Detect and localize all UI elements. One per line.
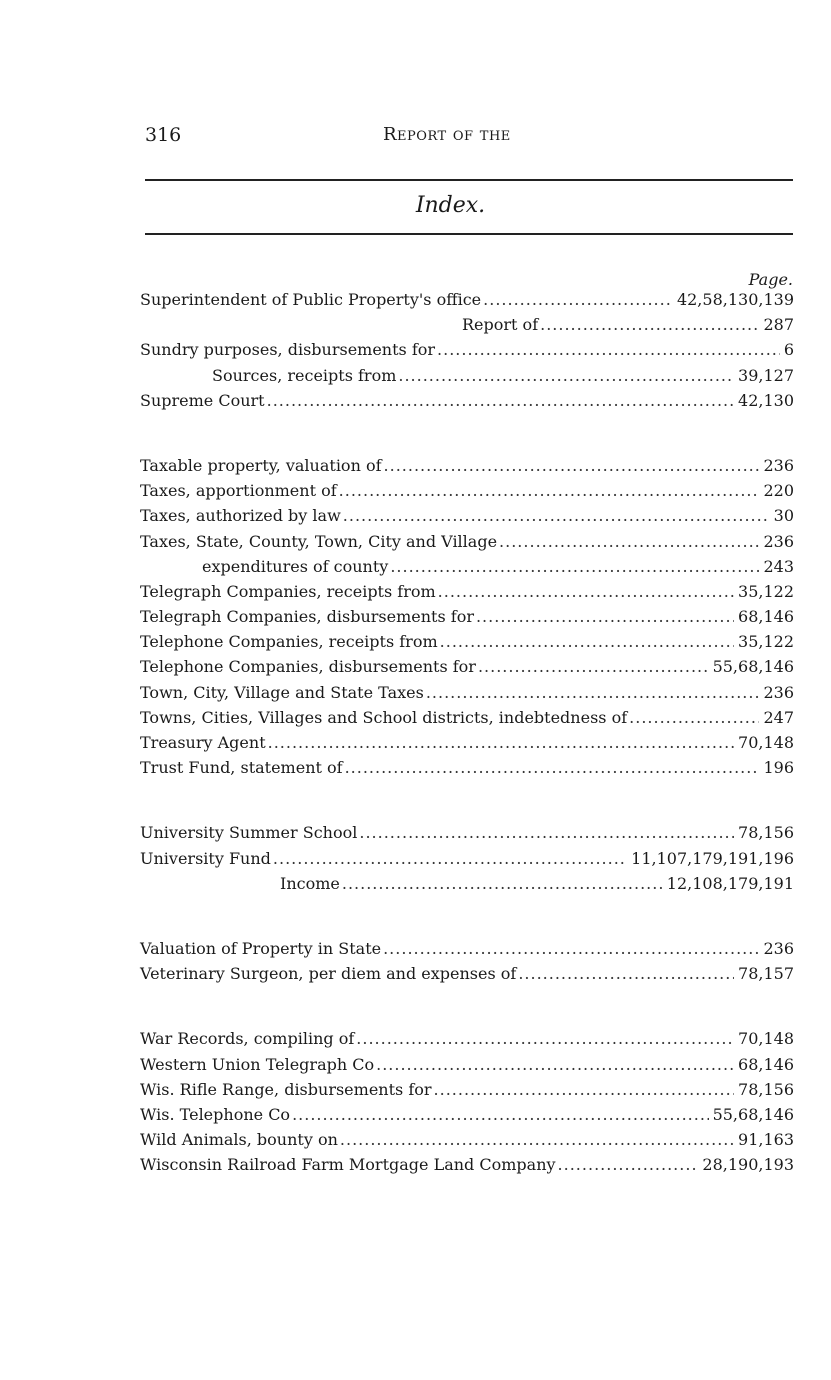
entry-pages: 11,107,179,191,196 [631,848,794,868]
dot-leader [434,1080,735,1099]
entry-pages: 196 [763,758,794,778]
dot-leader [345,758,760,777]
entry-pages: 42,130 [738,390,794,410]
entry-pages: 78,156 [738,823,794,843]
entry-label: Taxes, State, County, Town, City and Village [140,531,498,551]
dot-leader [438,582,734,601]
bottom-rule [145,233,793,235]
index-entries [140,290,794,1220]
entry-pages: 91,163 [738,1130,794,1150]
entry-label: Veterinary Surgeon, per diem and expenses of [140,964,517,984]
dot-leader [426,683,760,702]
index-entry [140,708,794,733]
entry-label: Taxable property, valuation of [140,455,382,475]
index-group-t [140,456,794,783]
entry-pages: 78,157 [738,964,794,984]
dot-leader [437,340,780,359]
entry-label: Superintendent of Public Property's office [140,290,482,309]
dot-leader [499,532,759,551]
index-entry [140,1080,794,1105]
entry-label: University Summer School [140,823,358,843]
dot-leader [518,964,734,983]
index-entry [140,657,794,682]
entry-label: Wisconsin Railroad Farm Mortgage Land Company [140,1155,556,1175]
index-entry [140,1055,794,1080]
dot-leader [268,733,734,752]
entry-pages: 28,190,193 [702,1155,794,1175]
index-entry [140,315,794,340]
entry-pages: 243 [763,556,794,576]
entry-label: Taxes, apportionment of [140,481,337,501]
index-entry [140,733,794,758]
entry-label: War Records, compiling of [140,1029,355,1049]
dot-leader [383,939,759,958]
entry-pages: 55,68,146 [712,1104,794,1124]
dot-leader [540,315,759,334]
entry-pages: 236 [763,682,794,702]
index-entry [140,557,794,582]
index-entry [140,849,794,874]
entry-label: Wis. Telephone Co [140,1104,291,1124]
entry-label: Sundry purposes, disbursements for [140,340,436,360]
dot-leader [478,657,709,676]
entry-pages: 236 [763,455,794,475]
entry-label: Trust Fund, statement of [140,758,343,778]
entry-label: Valuation of Property in State [140,938,382,958]
entry-label: Treasury Agent [140,733,266,752]
dot-leader [339,481,760,500]
entry-label: Telegraph Companies, receipts from [140,581,436,601]
entry-pages: 30 [773,506,794,526]
index-title: Index. [415,193,486,218]
entry-pages: 70,148 [738,733,794,752]
page-number: 316 [145,124,182,146]
dot-leader [340,1130,734,1149]
dot-leader [476,607,734,626]
running-head: Report of the [383,124,511,145]
index-entry [140,1105,794,1130]
index-entry [140,532,794,557]
dot-leader [292,1105,709,1124]
entry-label: Telephone Companies, disbursements for [140,657,476,677]
entry-pages: 68,146 [738,607,794,627]
entry-pages: 55,68,146 [712,657,794,677]
entry-pages: 6 [783,340,794,360]
index-entry [140,582,794,607]
entry-label: Sources, receipts from [212,365,397,385]
entry-pages: 287 [763,315,794,335]
entry-pages: 42,58,130,139 [676,290,794,309]
entry-label: Income [280,873,340,893]
index-entry [140,758,794,783]
entry-pages: 236 [763,531,794,551]
entry-pages: 68,146 [738,1054,794,1074]
entry-pages: 12,108,179,191 [666,873,794,893]
entry-pages: 247 [763,707,794,727]
index-entry [140,366,794,391]
index-entry [140,683,794,708]
index-group-v [140,939,794,989]
index-group-u [140,823,794,899]
entry-label: Supreme Court [140,390,265,410]
entry-label: Telegraph Companies, disbursements for [140,607,474,627]
index-entry [140,456,794,481]
index-entry [140,1130,794,1155]
dot-leader [384,456,760,475]
page-column-label: Page. [748,270,793,289]
entry-label: Report of [462,315,539,335]
entry-pages: 78,156 [738,1079,794,1099]
dot-leader [376,1055,734,1074]
top-rule [145,179,793,181]
entry-pages: 39,127 [738,365,794,385]
dot-leader [440,632,734,651]
index-entry [140,290,794,315]
entry-label: Wis. Rifle Range, disbursements for [140,1079,432,1099]
dot-leader [483,290,673,309]
index-entry [140,506,794,531]
entry-label: Wild Animals, bounty on [140,1130,338,1150]
entry-pages: 220 [763,481,794,501]
entry-label: Towns, Cities, Villages and School districts, indebtedness of [140,707,628,727]
entry-label: Town, City, Village and State Taxes [140,682,424,702]
dot-leader [629,708,759,727]
entry-label: Western Union Telegraph Co [140,1054,375,1074]
dot-leader [267,391,734,410]
entry-pages: 35,122 [738,581,794,601]
index-entry [140,481,794,506]
index-group-w [140,1029,794,1180]
index-entry [140,1029,794,1054]
entry-label: University Fund [140,848,271,868]
entry-label: Telephone Companies, receipts from [140,632,438,652]
entry-pages: 70,148 [738,1029,794,1049]
dot-leader [273,849,627,868]
index-entry [140,939,794,964]
index-entry [140,874,794,899]
index-entry [140,823,794,848]
index-entry [140,632,794,657]
index-entry [140,964,794,989]
dot-leader [558,1155,699,1174]
dot-leader [359,823,734,842]
index-entry [140,607,794,632]
entry-label: Taxes, authorized by law [140,506,341,526]
dot-leader [343,506,770,525]
entry-pages: 35,122 [738,632,794,652]
dot-leader [390,557,759,576]
entry-label: expenditures of county [202,556,389,576]
entry-pages: 236 [763,938,794,958]
dot-leader [342,874,663,893]
index-entry [140,391,794,416]
dot-leader [356,1029,734,1048]
index-entry [140,1155,794,1180]
index-entry [140,340,794,365]
index-group-s [140,290,794,416]
dot-leader [398,366,734,385]
